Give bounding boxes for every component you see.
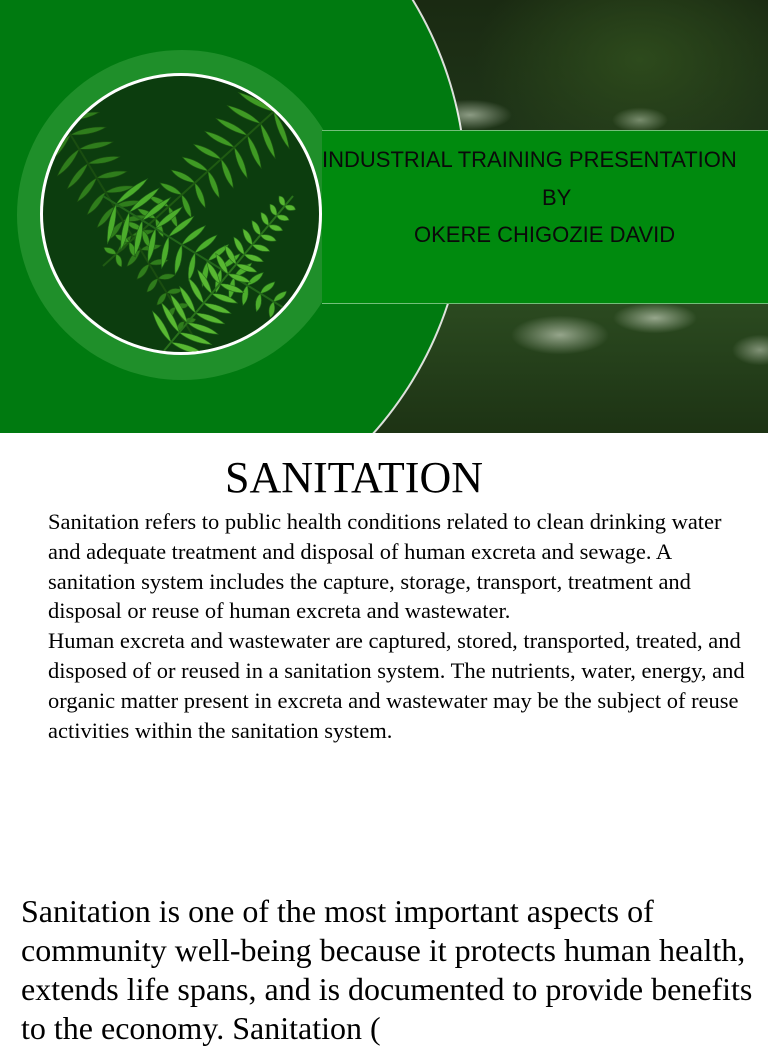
section-heading: SANITATION <box>224 453 483 502</box>
title-band <box>322 130 768 304</box>
section-body <box>48 507 748 745</box>
paragraph-definition: Sanitation refers to public health conditions related to clean drinking water and adequate treatment and disposal of human excreta and sewage. A sanitation system includes the capture, storage, transport, treatment and disposal or reuse of human excreta and wastewater. <box>48 509 722 624</box>
title-slide <box>0 0 768 433</box>
presenter-name: OKERE CHIGOZIE DAVID <box>414 222 676 247</box>
presentation-title: INDUSTRIAL TRAINING PRESENTATION <box>322 147 737 172</box>
fern-leaf-image <box>43 76 319 352</box>
paragraph-system: Human excreta and wastewater are captured, stored, transported, treated, and disposed of or reused in a sanitation system. The nutrients, water, energy, and organic matter present in excreta and wastewater may be the subject of reuse activities within the sanitation system. <box>48 628 745 743</box>
paragraph-importance: Sanitation is one of the most important aspects of community well-being because it protects human health, extends life spans, and is documented to provide benefits to the economy. Sanitation ( <box>21 893 753 1046</box>
presentation-by: BY <box>542 185 572 210</box>
fern-icon <box>43 76 319 352</box>
